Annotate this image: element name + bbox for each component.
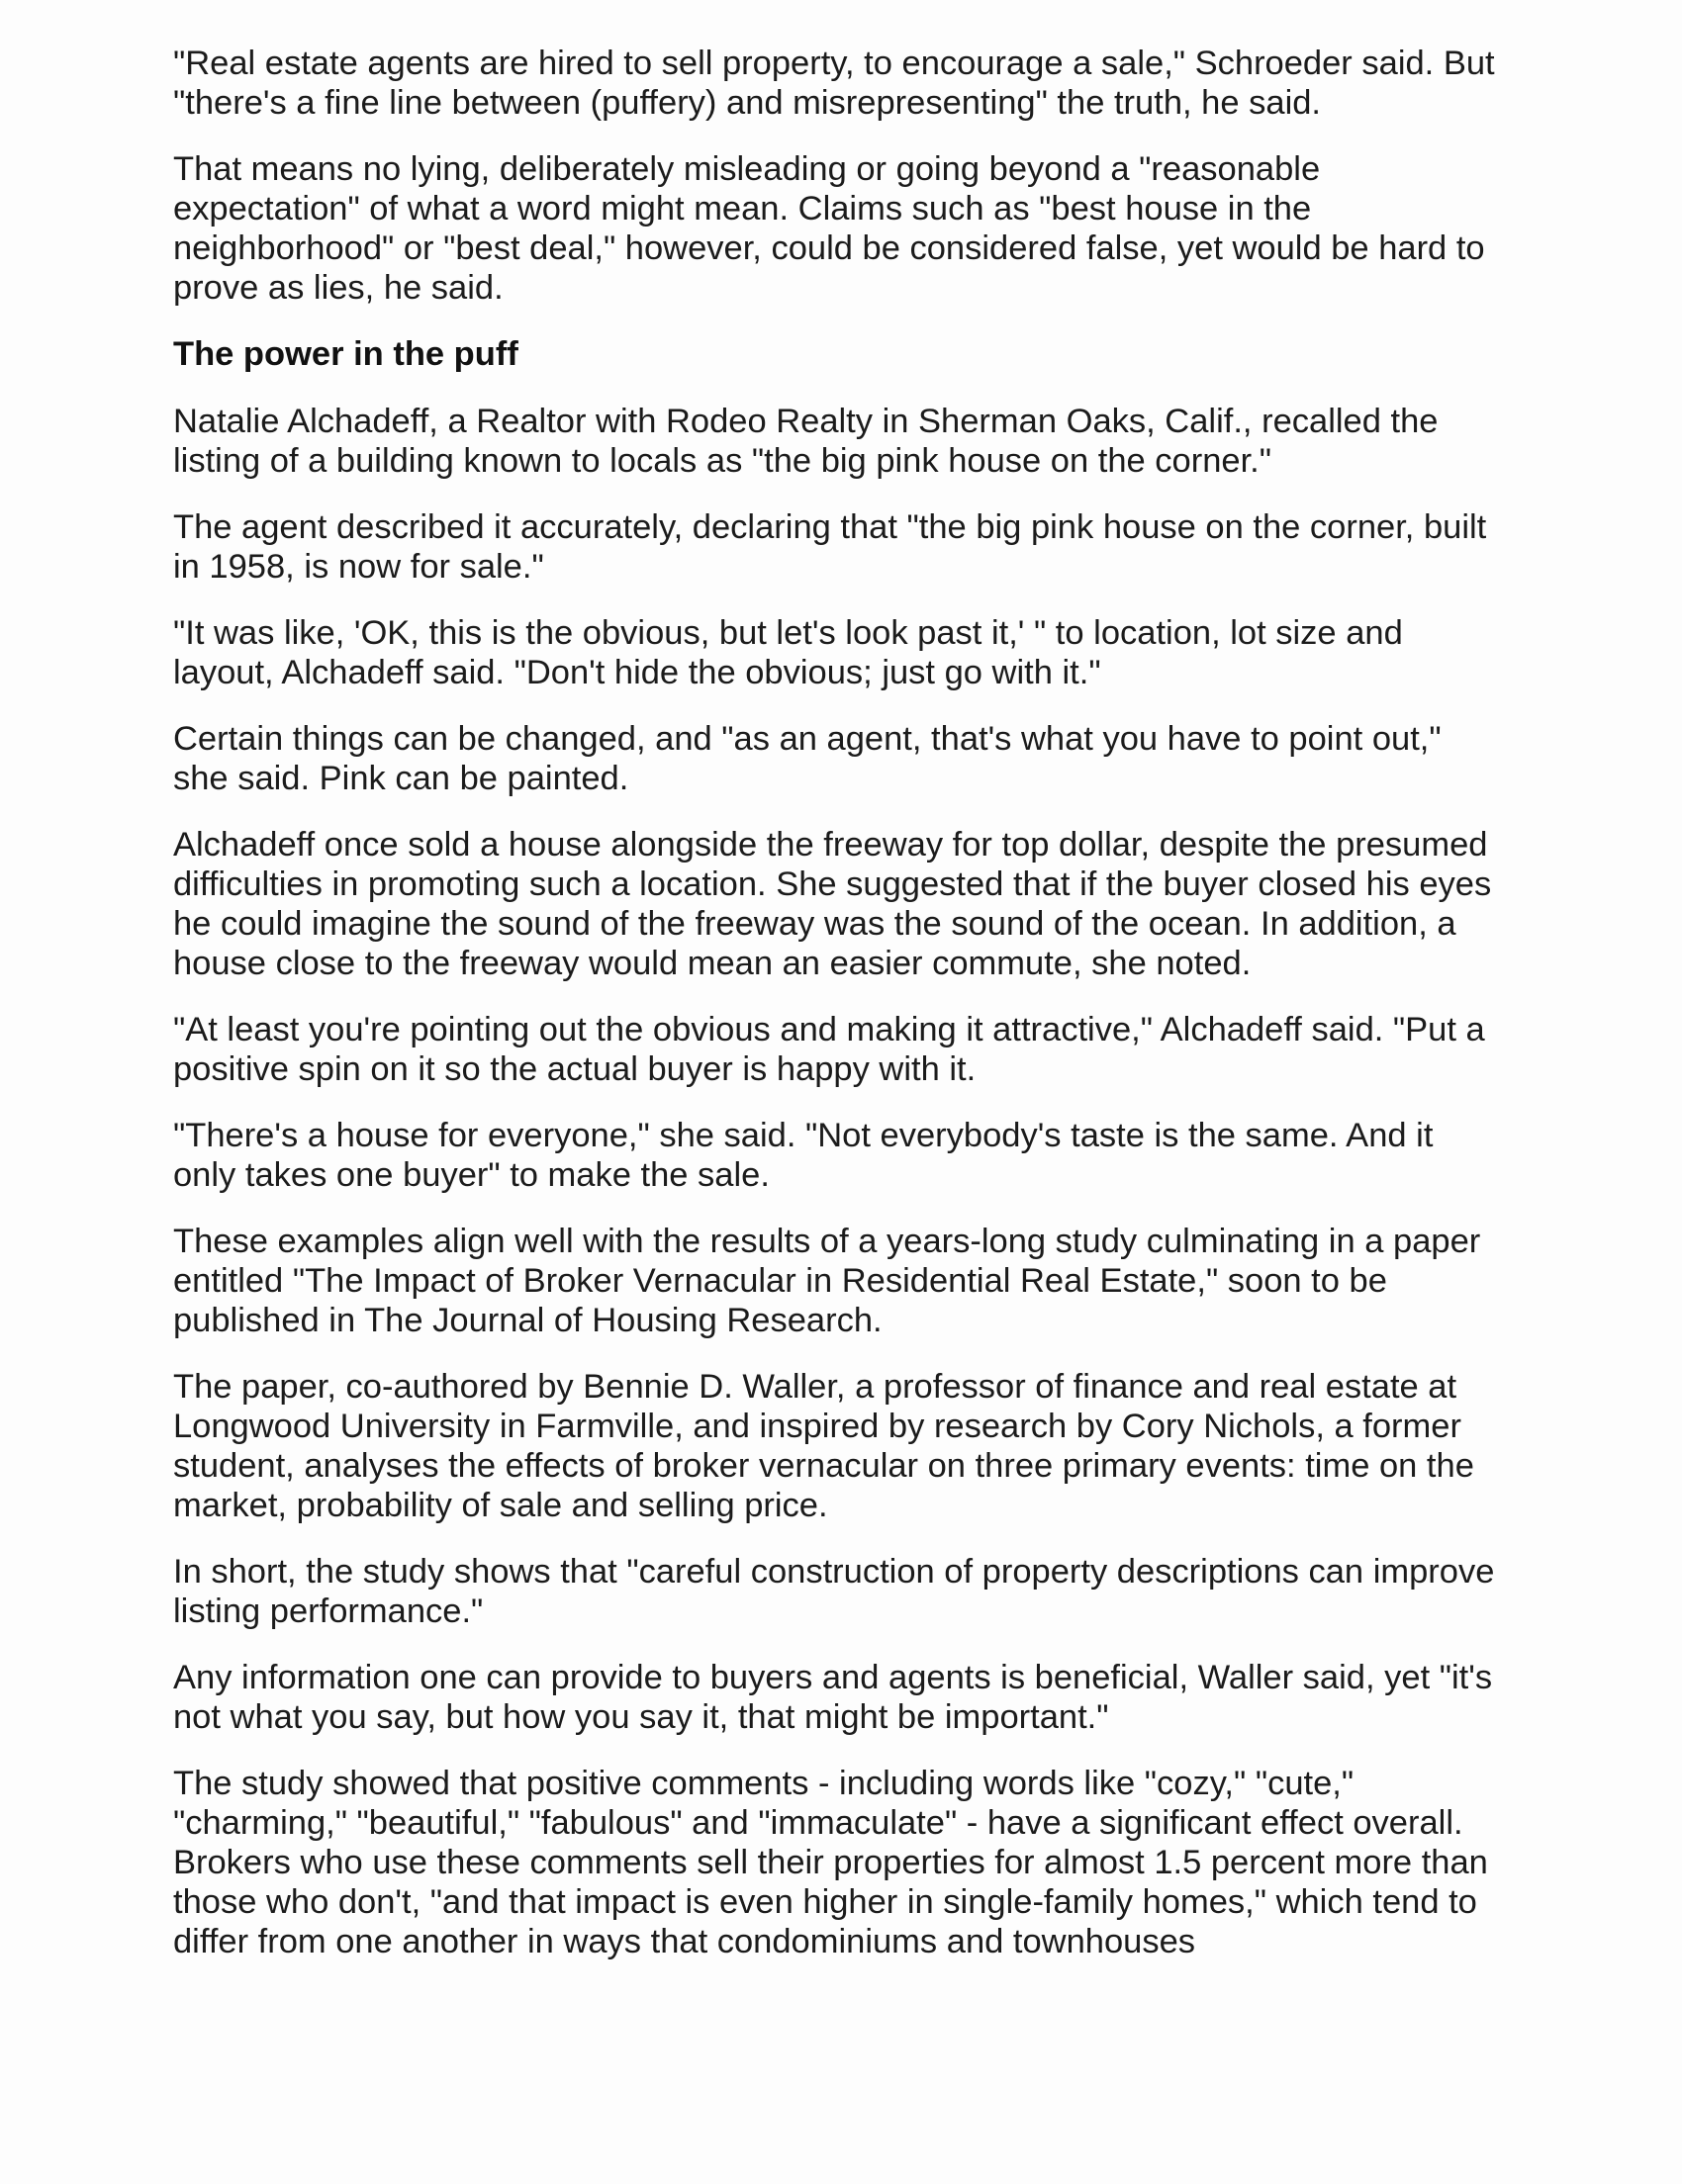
paragraph-waller-quote: Any information one can provide to buyers and agents is beneficial, Waller said, yet "it's not what you say, but how you say it, that might be important." — [173, 1659, 1493, 1736]
paragraph-no-lying: That means no lying, deliberately misleading or going beyond a "reasonable expectation" of what a word might mean. Claims such as "best house in the neighborhood" or "best deal," however, could be considered false, yet would be hard to prove as lies, he said. — [173, 150, 1485, 307]
paragraph-look-past: "It was like, 'OK, this is the obvious, but let's look past it,' " to location, lot size and layout, Alchadeff said. "Don't hide the obvious; just go with it." — [173, 614, 1403, 691]
paragraph-agent-description: The agent described it accurately, declaring that "the big pink house on the corner, built in 1958, is now for sale." — [173, 508, 1487, 586]
paragraph-positive-spin: "At least you're pointing out the obvious and making it attractive," Alchadeff said. "Put a positive spin on it so the actual buyer is happy with it. — [173, 1011, 1485, 1088]
paragraph-pink-painted: Certain things can be changed, and "as an agent, that's what you have to point out," she said. Pink can be painted. — [173, 720, 1442, 797]
paragraph-alchadeff-intro: Natalie Alchadeff, a Realtor with Rodeo Realty in Sherman Oaks, Calif., recalled the listing of a building known to locals as "the big pink house on the corner." — [173, 403, 1439, 480]
paragraph-freeway: Alchadeff once sold a house alongside the freeway for top dollar, despite the presumed difficulties in promoting such a location. She suggested that if the buyer closed his eyes he could imagine the sound of the freeway was the sound of the ocean. In addition, a house close to the freeway would mean an easier commute, she noted. — [173, 826, 1492, 982]
article-body — [173, 44, 1504, 1988]
paragraph-study-summary: In short, the study shows that "careful construction of property descriptions can improve listing performance." — [173, 1553, 1495, 1630]
paragraph-schroeder-quote: "Real estate agents are hired to sell property, to encourage a sale," Schroeder said. But "there's a fine line between (puffery) and misrepresenting" the truth, he said. — [173, 45, 1495, 122]
paragraph-house-for-everyone: "There's a house for everyone," she said. "Not everybody's taste is the same. And it only takes one buyer" to make the sale. — [173, 1117, 1434, 1194]
paragraph-paper-authors: The paper, co-authored by Bennie D. Waller, a professor of finance and real estate at Longwood University in Farmville, and inspired by research by Cory Nichols, a former student, analyses the effects of broker vernacular on three primary events: time on the market, probability of sale and selling price. — [173, 1368, 1474, 1524]
paragraph-positive-comments: The study showed that positive comments - including words like "cozy," "cute," "charming," "beautiful," "fabulous" and "immaculate" - have a significant effect overall. Brokers who use these comments sell their properties for almost 1.5 percent more than those who don't, "and that impact is even higher in single-family homes," which tend to differ from one another in ways that condominiums and townhouses — [173, 1765, 1488, 1960]
section-heading: The power in the puff — [173, 335, 518, 373]
paragraph-study-intro: These examples align well with the results of a years-long study culminating in a paper entitled "The Impact of Broker Vernacular in Residential Real Estate," soon to be published in The Journal of Housing Research. — [173, 1223, 1481, 1339]
